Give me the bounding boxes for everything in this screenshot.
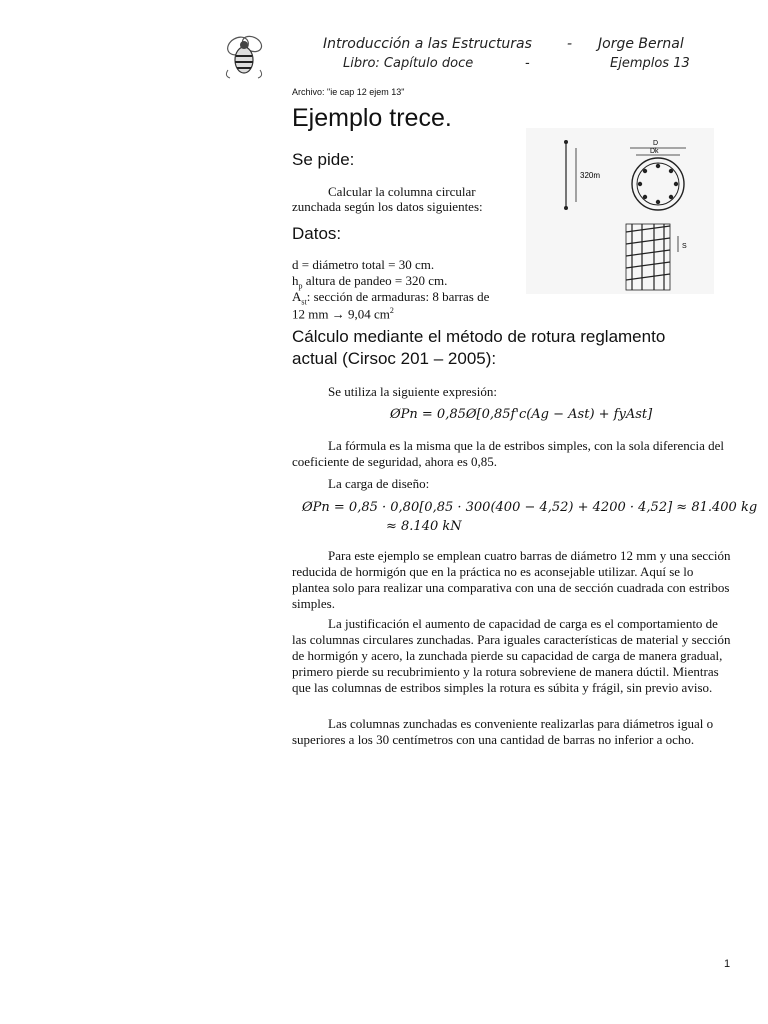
calculo-heading-line-2: actual (Cirsoc 201 – 2005): — [292, 349, 497, 368]
page-title: Ejemplo trece. — [292, 104, 452, 132]
formula-design-load: ØPn = 0,85 · 0,80[0,85 · 300(400 − 4,52) + 4200 · 4,52] ≈ 81.400 kg — [302, 500, 758, 515]
header-book: Libro: Capítulo doce — [343, 56, 474, 71]
height-label: 320m — [580, 171, 601, 180]
column-section-figure — [526, 128, 714, 294]
se-pide-line-2: zunchada según los datos siguientes: — [292, 199, 483, 214]
formula-design-load-kn: ≈ 8.140 kN — [386, 519, 462, 534]
header-author: Jorge Bernal — [598, 36, 684, 52]
calculo-heading-line-1: Cálculo mediante el método de rotura reglamento — [292, 327, 666, 346]
datos-heading: Datos: — [292, 224, 342, 243]
header-separator: - — [567, 36, 573, 52]
paragraph-formula-note: La fórmula es la misma que la de estribos simples, con la sola diferencia del coeficiente de seguridad, ahora es 0,85. — [292, 438, 725, 469]
header-separator: - — [525, 56, 530, 71]
header-section: Ejemplos 13 — [610, 56, 690, 71]
paragraph-recommendation: Las columnas zunchadas es conveniente realizarlas para diámetros igual o superiores a los 30 centímetros con una cantidad de barras no inferior a ocho. — [292, 716, 714, 747]
formula-nominal-strength: ØPn = 0,85Ø[0,85f'c(Ag − Ast) + fyAst] — [390, 407, 653, 422]
calculo-intro: Se utiliza la siguiente expresión: — [328, 384, 497, 399]
datos-diameter: d = diámetro total = 30 cm. — [292, 257, 435, 272]
page-number: 1 — [724, 958, 731, 970]
paragraph-example-note: Para este ejemplo se emplean cuatro barras de diámetro 12 mm y una sección reducida de hormigón que en la práctica no es aconsejable utilizar. Aquí se lo plantea solo para realizar una comparativa con una de sección cuadrada con estribos simples. — [292, 548, 731, 611]
spiral-circle — [637, 163, 679, 205]
core-diameter-label: Dk — [650, 148, 659, 155]
spiral-elevation — [626, 224, 670, 290]
file-reference: Archivo: "ie cap 12 ejem 13" — [292, 87, 405, 97]
spacing-label: S — [682, 243, 687, 250]
datos-buckling-height: $h_p$ altura de pandeo = 320 cm. — [292, 273, 448, 291]
se-pide-line-1: Calcular la columna circular — [328, 184, 476, 199]
diameter-label: D — [653, 140, 659, 147]
datos-steel-area: $A_{st}$: sección de armaduras: 8 barras de — [292, 289, 490, 307]
bee-logo-icon — [216, 26, 272, 82]
paragraph-design-load: La carga de diseño: — [328, 476, 430, 491]
paragraph-justification: La justificación el aumento de capacidad de carga es el comportamiento de las columnas circulares zunchadas. Para iguales características de material y sección de hormigón y acero, la zunchada pierde su capacidad de carga de manera gradual, primero pierde su recubrimiento y la rotura sobreviene de manera dúctil. Mientras que las columnas de estribos simples la rotura es súbita y frágil, sin previo aviso. — [292, 616, 731, 695]
datos-steel-area-value: 12 mm → 9,04 $cm^2$ — [292, 306, 394, 322]
header-course: Introducción a las Estructuras — [323, 36, 532, 52]
se-pide-heading: Se pide: — [292, 150, 355, 169]
